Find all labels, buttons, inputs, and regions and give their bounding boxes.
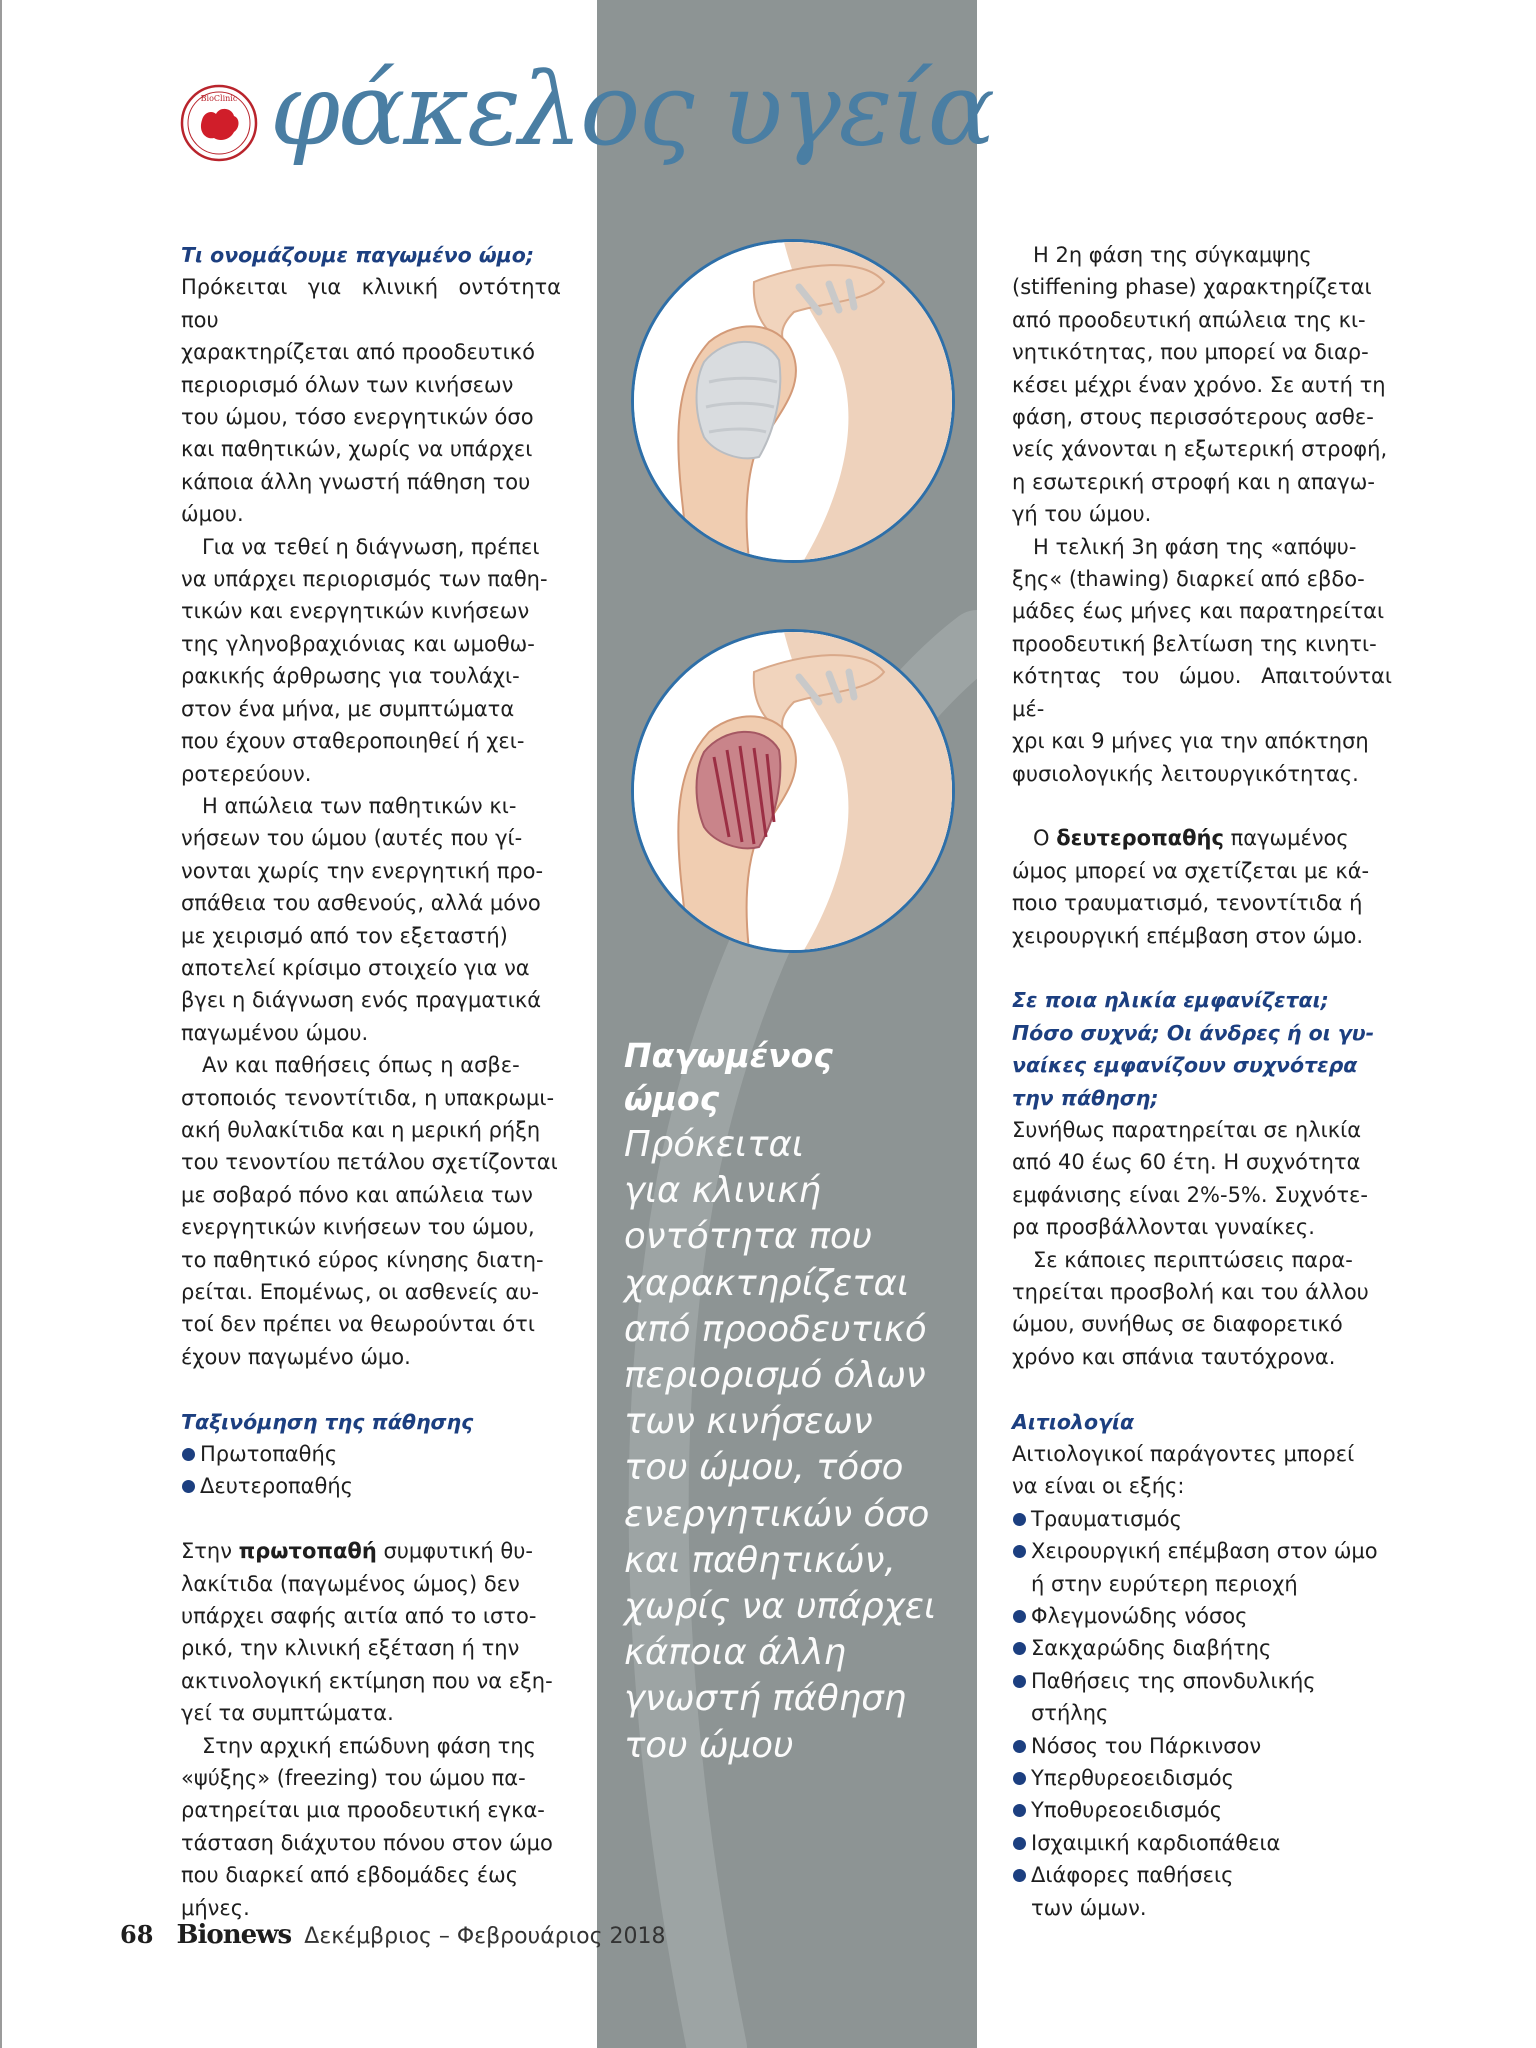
list-item: Τραυματισμός <box>1012 1503 1392 1535</box>
paragraph: Η απώλεια των παθητικών κι- νήσεων του ώμου (αυτές που γί- νονται χωρίς την ενεργητική προ- σπάθεια του ασθενούς, αλλά μόνο με χειρισμό από τον εξεταστή) αποτελεί κρίσιμο στοιχείο για να βγει η διάγνωση ενός πραγματικά παγωμένου ώμου. <box>181 793 544 1045</box>
section-header <box>178 40 994 180</box>
list-item: Σακχαρώδης διαβήτης <box>1012 1632 1392 1664</box>
pull-quote-body: Πρόκειται για κλινική οντότητα που χαρακτηρίζεται από προοδευτικό περιορισμό όλων των κινήσεων του ώμου, τόσο ενεργητικών όσο και παθητικών, χωρίς να υπάρχει κάποια άλλη γνωστή πάθηση του ώμου <box>624 1124 936 1766</box>
paragraph: Πρόκειται για κλινική οντότητα που χαρακτηρίζεται από προοδευτικό περιορισμό όλων των κινήσεων του ώμου, τόσο ενεργητικών όσο και παθητικών, χωρίς να υπάρχει κάποια άλλη γνωστή πάθηση του ώμου. <box>181 275 561 527</box>
pull-quote-title: Παγωμένος ώμος <box>624 1036 833 1118</box>
list-item: Πρωτοπαθής <box>181 1438 561 1470</box>
list-item: Παθήσεις της σπονδυλικής στήλης <box>1012 1665 1392 1730</box>
shoulder-illustration-normal <box>631 239 955 563</box>
paragraph: Αν και παθήσεις όπως η ασβε- στοποιός τενοντίτιδα, η υπακρωμι- ακή θυλακίτιδα και η μερική ρήξη του τενοντίου πετάλου σχετίζονται με σοβαρό πόνο και απώλεια των ενεργητικών κινήσεων του ώμου, το παθητικό εύρος κίνησης διατη- ρείται. Επομένως, οι ασθενείς αυ- τοί δεν πρέπει να θεωρούνται ότι έχουν παγωμένο ώμο. <box>181 1053 558 1369</box>
list-item: Υπερθυρεοειδισμός <box>1012 1762 1392 1794</box>
classification-list <box>181 1438 561 1503</box>
shoulder-illustration-inflamed <box>631 629 955 953</box>
page-footer <box>120 1920 666 1960</box>
paragraph: Στην αρχική επώδυνη φάση της «ψύξης» (freezing) του ώμου πα- ρατηρείται μια προοδευτική εγκα- τάσταση διάχυτου πόνου στον ώμο που διαρκεί από εβδομάδες έως μήνες. <box>181 1733 553 1920</box>
paragraph: Η 2η φάση της σύγκαμψης (stiffening phase) χαρακτηρίζεται από προοδευτική απώλεια της κι- νητικότητας, που μπορεί να διαρ- κέσει μέχρι έναν χρόνο. Σε αυτή τη φάση, στους περισσότερους ασθε- νείς χάνονται η εξωτερική στροφή, η εσωτερική στροφή και η απαγω- γή του ώμου. <box>1012 243 1388 527</box>
right-column <box>1012 239 1392 1924</box>
list-item: Χειρουργική επέμβαση στον ώμο ή στην ευρύτερη περιοχή <box>1012 1535 1392 1600</box>
heading-etiology: Αιτιολογία <box>1012 1409 1135 1434</box>
list-item: Φλεγμονώδης νόσος <box>1012 1600 1392 1632</box>
bioclinic-logo <box>180 84 258 162</box>
list-item: Διάφορες παθήσεις των ώμων. <box>1012 1859 1392 1924</box>
left-column <box>181 239 561 1924</box>
paragraph: Ο δευτεροπαθής παγωμένος ώμος μπορεί να σχετίζεται με κά- ποιο τραυματισμό, τενοντίτιδα ή χειρουργική επέμβαση στον ώμο. <box>1012 826 1370 948</box>
logo-text: BioClinic <box>200 94 238 103</box>
page-number: 68 <box>120 1920 154 1949</box>
page-edge <box>0 0 2 2048</box>
paragraph: Σε κάποιες περιπτώσεις παρα- τηρείται προσβολή και του άλλου ώμου, συνήθως σε διαφορετικό χρόνο και σπάνια ταυτόχρονα. <box>1012 1247 1369 1369</box>
paragraph: Στην πρωτοπαθή συμφυτική θυ- λακίτιδα (παγωμένος ώμος) δεν υπάρχει σαφής αιτία από το ιστο- ρικό, την κλινική εξέταση ή την ακτινολογική εκτίμηση που να εξη- γεί τα συμπτώματα. <box>181 1539 553 1726</box>
issue-date: Δεκέμβριος – Φεβρουάριος 2018 <box>304 1924 666 1949</box>
list-item: Δευτεροπαθής <box>181 1470 561 1502</box>
etiology-list <box>1012 1503 1392 1924</box>
section-brand-title: φάκελος υγεία <box>270 51 994 168</box>
paragraph: Αιτιολογικοί παράγοντες μπορεί να είναι οι εξής: <box>1012 1441 1355 1499</box>
list-item: Υποθυρεοειδισμός <box>1012 1794 1392 1826</box>
heading-classification: Ταξινόμηση της πάθησης <box>181 1409 474 1434</box>
paragraph: Η τελική 3η φάση της «απόψυ- ξης« (thawing) διαρκεί από εβδο- μάδες έως μήνες και παρατηρείται προοδευτική βελτίωση της κινητι- κότητας του ώμου. Απαιτούνται μέ- χρι και 9 μήνες για την απόκτηση φυσιολογικής λειτουργικότητας. <box>1012 534 1392 786</box>
heading-what-is-frozen-shoulder: Τι ονομάζουμε παγωμένο ώμο; <box>181 243 535 267</box>
magazine-name: Bionews <box>176 1920 292 1950</box>
pull-quote <box>624 1034 954 1769</box>
paragraph: Για να τεθεί η διάγνωση, πρέπει να υπάρχει περιορισμός των παθη- τικών και ενεργητικών κινήσεων της γληνοβραχιόνιας και ωμοθω- ρακικής άρθρωσης για τουλάχι- στον ένα μήνα, με συμπτώματα που έχουν σταθεροποιηθεί ή χει- ροτερεύουν. <box>181 534 548 786</box>
paragraph: Συνήθως παρατηρείται σε ηλικία από 40 έως 60 έτη. Η συχνότητα εμφάνισης είναι 2%-5%. Συχνότε- ρα προσβάλλονται γυναίκες. <box>1012 1117 1368 1240</box>
list-item: Ισχαιμική καρδιοπάθεια <box>1012 1827 1392 1859</box>
list-item: Νόσος του Πάρκινσον <box>1012 1730 1392 1762</box>
heading-age-frequency: Σε ποια ηλικία εμφανίζεται; Πόσο συχνά; Οι άνδρες ή οι γυ- ναίκες εμφανίζουν συχνότερα την πάθηση; <box>1012 988 1375 1110</box>
